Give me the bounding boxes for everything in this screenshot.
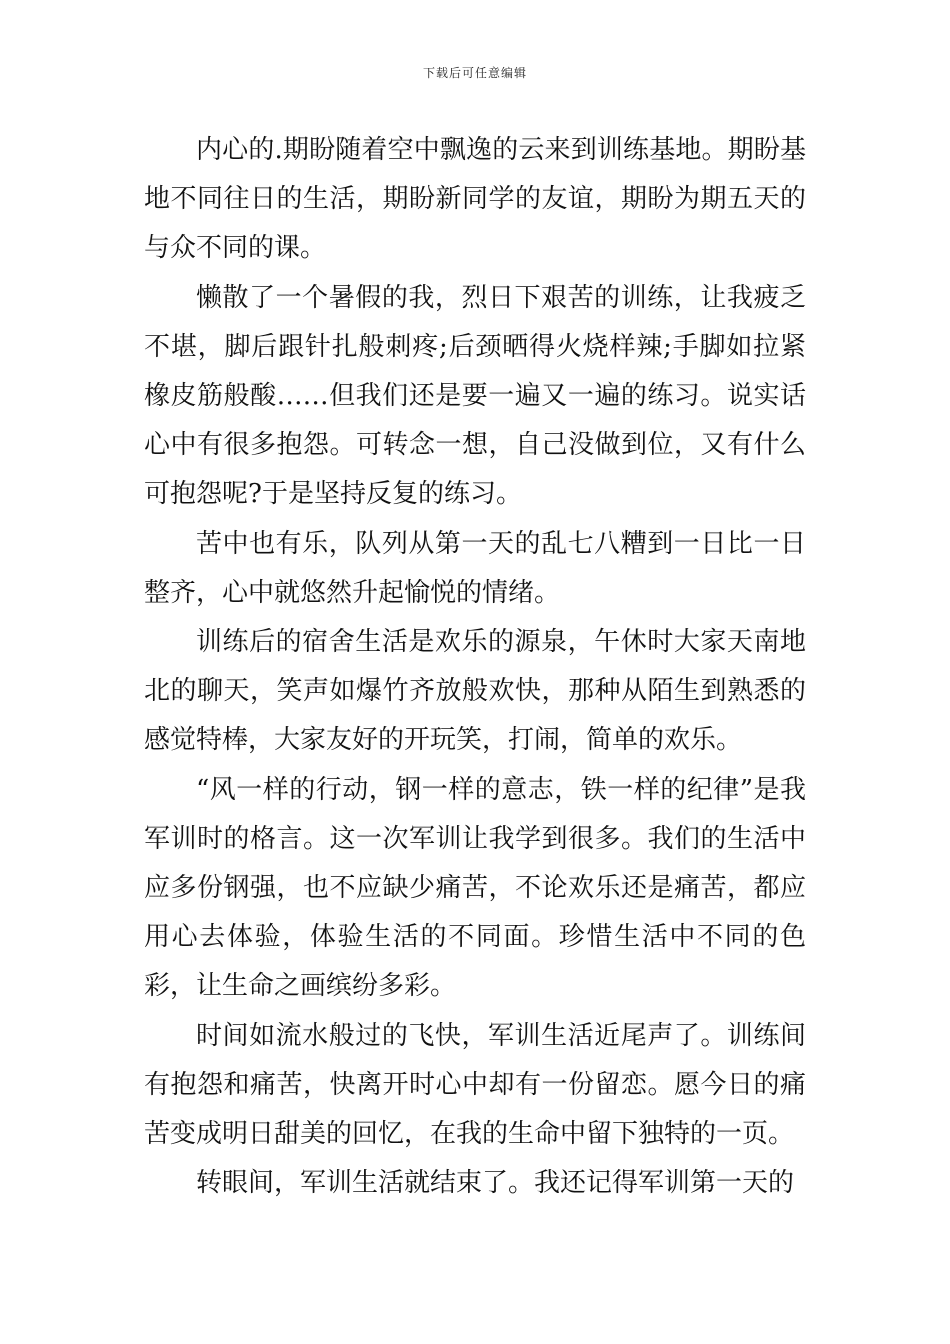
paragraph-6: 时间如流水般过的飞快，军训生活近尾声了。训练间有抱怨和痛苦，快离开时心中却有一份留恋。愿今日的痛苦变成明日甜美的回忆，在我的生命中留下独特的一页。 bbox=[144, 1020, 806, 1150]
paragraph-4: 训练后的宿舍生活是欢乐的源泉，午休时大家天南地北的聊天，笑声如爆竹齐放般欢快，那种从陌生到熟悉的感觉特棒，大家友好的开玩笑，打闹，简单的欢乐。 bbox=[144, 627, 806, 756]
paragraph-2: 懒散了一个暑假的我，烈日下艰苦的训练，让我疲乏不堪，脚后跟针扎般刺疼;后颈晒得火烧样辣;手脚如拉紧橡皮筋般酸……但我们还是要一遍又一遍的练习。说实话心中有很多抱怨。可转念一想，自己没做到位，又有什么可抱怨呢?于是坚持反复的练习。 bbox=[144, 282, 806, 510]
paragraph-5: “风一样的行动，钢一样的意志，铁一样的纪律”是我军训时的格言。这一次军训让我学到很多。我们的生活中应多份钢强，也不应缺少痛苦，不论欢乐还是痛苦，都应用心去体验，体验生活的不同面。珍惜生活中不同的色彩，让生命之画缤纷多彩。 bbox=[144, 774, 806, 1002]
paragraph-1: 内心的.期盼随着空中飘逸的云来到训练基地。期盼基地不同往日的生活，期盼新同学的友谊，期盼为期五天的与众不同的课。 bbox=[144, 135, 806, 264]
document-body bbox=[144, 126, 806, 1208]
paragraph-3: 苦中也有乐，队列从第一天的乱七八糟到一日比一日整齐，心中就悠然升起愉悦的情绪。 bbox=[144, 528, 806, 608]
paragraph-7: 转眼间，军训生活就结束了。我还记得军训第一天的 bbox=[196, 1168, 795, 1199]
page-header: 下载后可任意编辑 bbox=[422, 66, 527, 80]
